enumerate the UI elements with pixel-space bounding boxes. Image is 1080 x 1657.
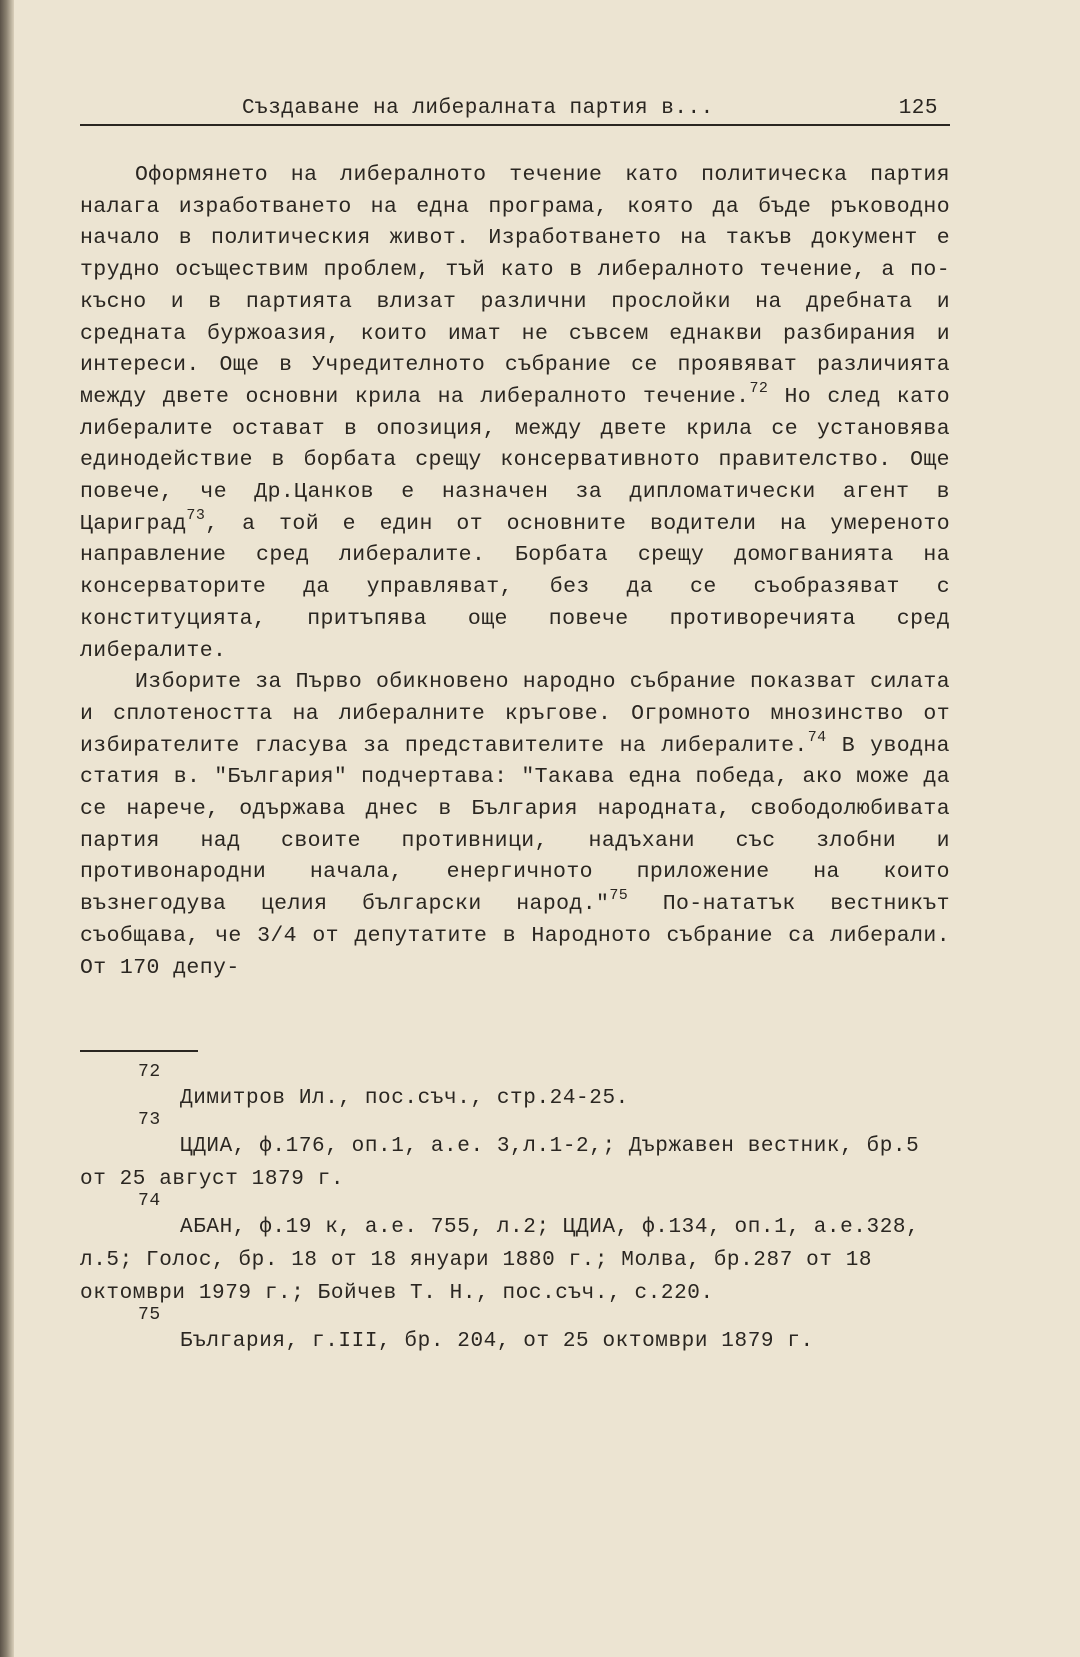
text-run: Изборите за Първо обикновено народно събрание показват силата и сплотеността на либералните кръгове. Огромното мнозинство от избирателите гласува за представителите на либералите. [80,670,950,758]
footnote-separator [80,1050,198,1052]
footnote-number: 75 [138,1305,161,1326]
book-page [80,90,950,1361]
text-run: В уводна статия в. "България" подчертава: "Такава една победа, ако може да се нарече, одържава днес в България народната, свободолюбивата партия над своите противници, надъхани със злобни и противонародни начала, енергичното приложение на които възнегодува целия български народ." [80,733,950,917]
footnote-number: 74 [138,1191,161,1212]
book-binding-edge [0,0,14,1657]
paragraph [80,160,950,667]
paragraph [80,667,950,984]
footnote-number: 73 [138,1110,161,1131]
footnote [80,1191,950,1310]
footnote [80,1110,950,1196]
footnote [80,1062,950,1115]
footnote-ref: 74 [807,728,827,746]
text-run: Оформянето на либералното течение като политическа партия налага изработването на една програма, която да бъде ръководно начало в политическия живот. Изработването на такъв документ е трудно осъществим проблем, тъй като в либералното течение, а по-късно и в партията влизат различни прослойки на дребната и средната буржоазия, които имат не съвсем еднакви разбирания и интереси. Още в Учредителното събрание се проявяват различията между двете основни крила на либералното течение. [80,163,950,409]
running-title: Създаване на либералната партия в... [242,97,714,120]
footnote-ref: 73 [186,506,206,524]
running-header [80,90,950,126]
footnote-text: Димитров Ил., пос.съч., стр.24-25. [180,1087,629,1111]
footnote-text: ЦДИА, ф.176, оп.1, а.е. 3,л.1-2,; Държавен вестник, бр.5 от 25 август 1879 г. [80,1135,920,1192]
footnote-ref: 72 [749,379,769,397]
text-run: По-нататък вестникът съобщава, че 3/4 от депутатите в Народното събрание са либерали. От 170 депу- [80,892,950,980]
footnote-ref: 75 [609,887,629,905]
footnote [80,1305,950,1358]
main-text [80,160,950,984]
text-run: Но след като либералите остават в опозиция, между двете крила се установява единодействие в борбата срещу консервативното правителство. Още повече, че Др.Цанков е назначен за дипломатически агент в Цариград [80,384,950,536]
page-number: 125 [898,97,938,120]
footnotes [80,1062,950,1358]
text-run: , а той е един от основните водители на умереното направление сред либералите. Борбата срещу домогванията на консерваторите да управляват, без да се съобразяват с конституцията, притъпява още повече противоречията сред либералите. [80,511,950,663]
footnote-number: 72 [138,1062,161,1083]
footnote-text: България, г.III, бр. 204, от 25 октомври 1879 г. [180,1330,814,1354]
footnote-text: АБАН, ф.19 к, а.е. 755, л.2; ЦДИА, ф.134, оп.1, а.е.328, л.5; Голос, бр. 18 от 18 януари 1880 г.; Молва, бр.287 от 18 октомври 1979 г.; Бойчев Т. Н., пос.съч., с.220. [80,1216,920,1306]
